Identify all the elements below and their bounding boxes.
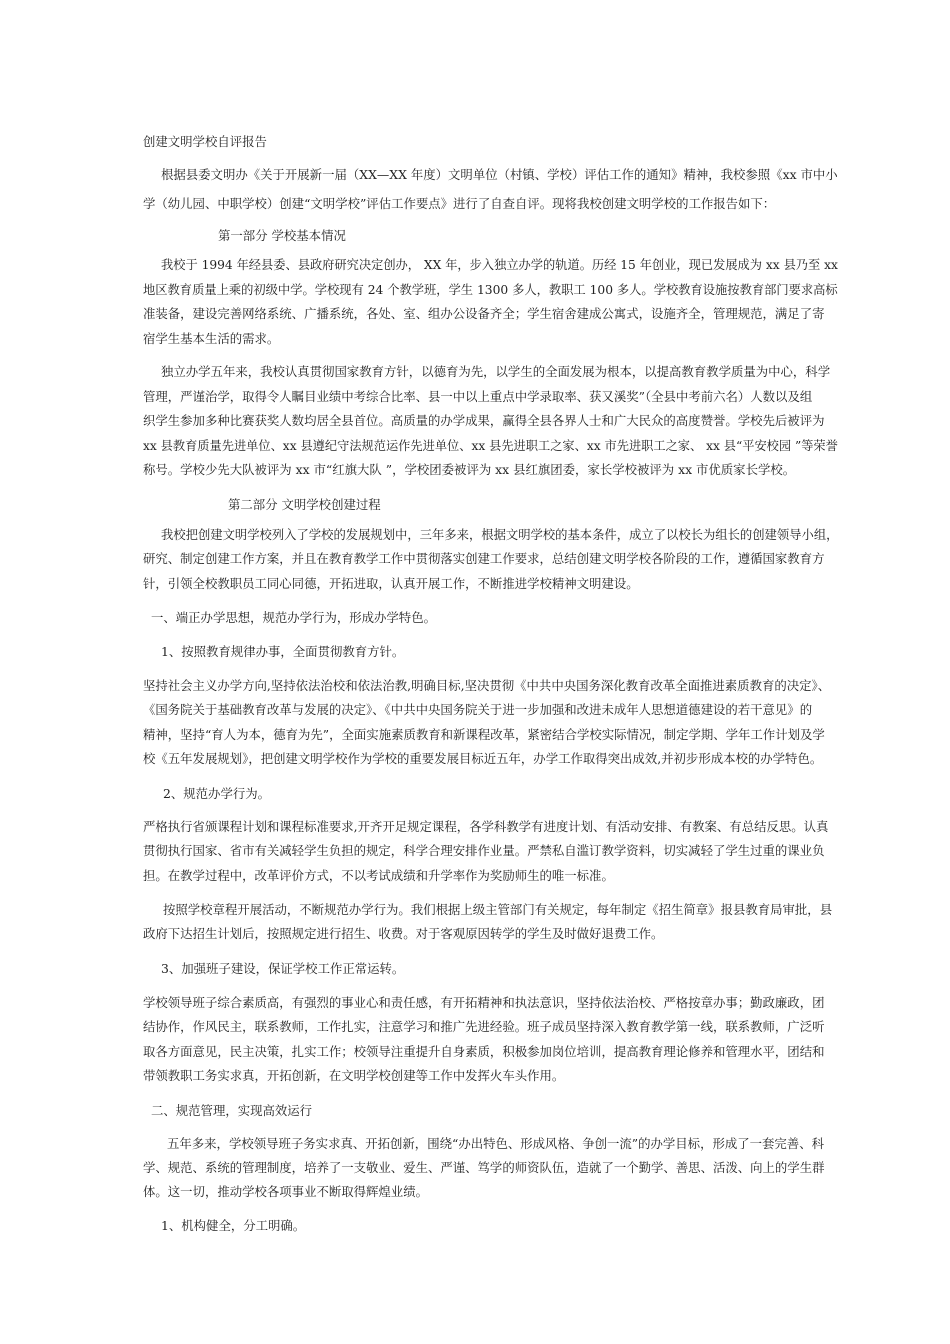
sec1-heading: 一、端正办学思想，规范办学行为，形成办学特色。 [151, 610, 436, 625]
p5-line-2: 贯彻执行国家、省市有关减轻学生负担的规定，科学合理安排作业量。严禁私自滥订教学资料，切实减轻了学生过重的课业负 [143, 843, 825, 858]
p5-line-1: 严格执行省颁课程计划和课程标准要求,开齐开足规定课程，各学科教学有进度计划、有活动安排、有教案、有总结反思。认真 [143, 819, 829, 834]
p8-line-3: 体。这一切，推动学校各项事业不断取得辉煌业绩。 [143, 1184, 428, 1199]
p1-line-4: 宿学生基本生活的需求。 [143, 331, 280, 346]
p2-line-5: 称号。学校少先大队被评为 xx 市“红旗大队 ”，学校团委被评为 xx 县红旗团委，家长学校被评为 xx 市优质家长学校。 [143, 462, 796, 477]
intro-line-2: 学（幼儿园、中职学校）创建“文明学校”评估工作要点》进行了自查自评。现将我校创建文明学校的工作报告如下： [143, 196, 776, 211]
p7-line-2: 结协作，作风民主，联系教师，工作扎实，注意学习和推广先进经验。班子成员坚持深入教育教学第一线，联系教师，广泛听 [143, 1019, 825, 1034]
p2-line-2: 管理，严谨治学，取得令人瞩目业绩中考综合比率、县一中以上重点中学录取率、获又溪奖”（全县中考前六名）人数以及组 [143, 389, 813, 404]
part1-heading: 第一部分 学校基本情况 [218, 228, 346, 243]
sec2-heading: 二、规范管理，实现高效运行 [151, 1103, 313, 1118]
p8-line-2: 学、规范、系统的管理制度，培养了一支敬业、爱生、严谨、笃学的师资队伍，造就了一个勤学、善思、活泼、向上的学生群 [143, 1160, 825, 1175]
p6-line-1: 按照学校章程开展活动，不断规范办学行为。我们根据上级主管部门有关规定，每年制定《招生简章》报县教育局审批，县 [163, 902, 833, 917]
p1-line-3: 准装备，建设完善网络系统、广播系统，各处、室、组办公设备齐全；学生宿舍建成公寓式，设施齐全，管理规范，满足了寄 [143, 306, 825, 321]
intro-line-1: 根据县委文明办《关于开展新一届（XX—XX 年度）文明单位（村镇、学校）评估工作的通知》精神，我校参照《xx 市中小 [161, 167, 838, 182]
p7-line-3: 取各方面意见，民主决策，扎实工作；校领导注重提升自身素质，积极参加岗位培训，提高教育理论修养和管理水平，团结和 [143, 1044, 825, 1059]
p3-line-2: 研究、制定创建工作方案，并且在教育教学工作中贯彻落实创建工作要求，总结创建文明学校各阶段的工作，遵循国家教育方 [143, 551, 825, 566]
p5-line-3: 担。在教学过程中，改革评价方式，不以考试成绩和升学率作为奖励师生的唯一标准。 [143, 868, 614, 883]
p1-line-1: 我校于 1994 年经县委、县政府研究决定创办， XX 年，步入独立办学的轨道。历经 15 年创业，现已发展成为 xx 县乃至 xx [161, 257, 838, 272]
part2-heading: 第二部分 文明学校创建过程 [228, 497, 381, 512]
p1-line-2: 地区教育质量上乘的初级中学。学校现有 24 个教学班，学生 1300 多人，教职工 100 多人。学校教育设施按教育部门要求高标 [143, 282, 838, 297]
doc-title: 创建文明学校自评报告 [143, 134, 267, 149]
p3-line-3: 针，引领全校教职员工同心同德，开拓进取，认真开展工作，不断推进学校精神文明建设。 [143, 576, 639, 591]
sub4-heading: 1、机构健全，分工明确。 [161, 1218, 306, 1233]
sub2-heading: 2、规范办学行为。 [163, 786, 271, 801]
p2-line-3: 织学生参加多种比赛获奖人数均居全县首位。高质量的办学成果，赢得全县各界人士和广大民众的高度赞誉。学校先后被评为 [143, 413, 825, 428]
p4-line-1: 坚持社会主义办学方向,坚持依法治校和依法治教,明确目标,坚决贯彻《中共中央国务深化教育改革全面推进素质教育的决定》、 [143, 678, 831, 693]
p2-line-4: xx 县教育质量先进单位、xx 县遵纪守法规范运作先进单位、xx 县先进职工之家、xx 市先进职工之家、 xx 县“平安校园 ”等荣誉 [143, 438, 838, 453]
p6-line-2: 政府下达招生计划后，按照规定进行招生、收费。对于客观原因转学的学生及时做好退费工作。 [143, 926, 664, 941]
p4-line-4: 校《五年发展规划》，把创建文明学校作为学校的重要发展目标近五年，办学工作取得突出成效,并初步形成本校的办学特色。 [143, 751, 823, 766]
p3-line-1: 我校把创建文明学校列入了学校的发展规划中，三年多来，根据文明学校的基本条件，成立了以校长为组长的创建领导小组， [161, 527, 839, 542]
p7-line-4: 带领教职工务实求真，开拓创新，在文明学校创建等工作中发挥火车头作用。 [143, 1068, 565, 1083]
p2-line-1: 独立办学五年来，我校认真贯彻国家教育方针，以德育为先，以学生的全面发展为根本，以提高教育教学质量为中心，科学 [161, 364, 831, 379]
p4-line-3: 精神，坚持“育人为本，德育为先”，全面实施素质教育和新课程改革，紧密结合学校实际情况，制定学期、学年工作计划及学 [143, 727, 825, 742]
sub3-heading: 3、加强班子建设，保证学校工作正常运转。 [161, 961, 405, 976]
p7-line-1: 学校领导班子综合素质高，有强烈的事业心和责任感，有开拓精神和执法意识，坚持依法治校、严格按章办事；勤政廉政，团 [143, 995, 825, 1010]
sub1-heading: 1、按照教育规律办事，全面贯彻教育方针。 [161, 644, 405, 659]
p8-line-1: 五年多来，学校领导班子务实求真、开拓创新，围绕“办出特色、形成风格、争创一流”的办学目标，形成了一套完善、科 [167, 1136, 824, 1151]
p4-line-2: 《国务院关于基础教育改革与发展的决定》、《中共中央国务院关于进一步加强和改进未成年人思想道德建设的若干意见》的 [143, 702, 813, 717]
